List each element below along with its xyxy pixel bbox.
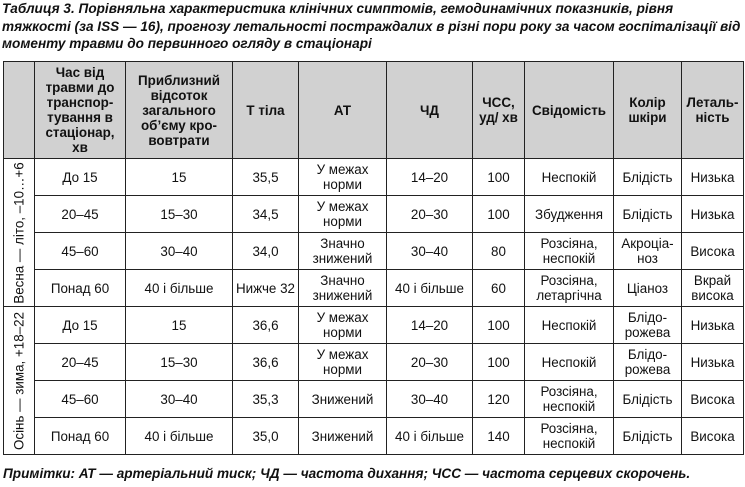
- header-cell: Колір шкіри: [614, 62, 682, 159]
- table-cell: 30–40: [126, 233, 233, 270]
- table-cell: Вкрай висока: [682, 270, 744, 307]
- table-cell: 20–45: [35, 196, 126, 233]
- table-cell: 30–40: [126, 381, 233, 418]
- header-cell: Час від травми до транспортування в стаціонар, хв: [35, 62, 126, 159]
- table-cell: Блідість: [614, 159, 682, 196]
- table-cell: 36,6: [233, 344, 299, 381]
- table-cell: Блідорожева: [614, 344, 682, 381]
- header-cell: Т тіла: [233, 62, 299, 159]
- table-notes: Примітки: АТ — артеріальний тиск; ЧД — частота дихання; ЧСС — частота серцевих скорочень.: [3, 466, 691, 481]
- table-cell: Знижений: [299, 381, 387, 418]
- table-cell: 36,6: [233, 307, 299, 344]
- table-row: [4, 196, 744, 233]
- season-label: Весна — літо, –10…+6: [11, 161, 27, 304]
- table-cell: 40 і більше: [387, 418, 473, 455]
- table-cell: Понад 60: [35, 418, 126, 455]
- table-cell: Збудження: [525, 196, 614, 233]
- table-cell: 35,5: [233, 159, 299, 196]
- table-cell: Низька: [682, 307, 744, 344]
- table-cell: 14–20: [387, 159, 473, 196]
- header-row: [4, 62, 744, 159]
- table-cell: 140: [473, 418, 525, 455]
- table-cell: Неспокій: [525, 307, 614, 344]
- table-cell: Висока: [682, 418, 744, 455]
- table-cell: 35,0: [233, 418, 299, 455]
- table-cell: 40 і більше: [126, 270, 233, 307]
- table-row: [4, 344, 744, 381]
- table-cell: 20–30: [387, 196, 473, 233]
- table-row: [4, 307, 744, 344]
- table-cell: Висока: [682, 381, 744, 418]
- table-cell: 60: [473, 270, 525, 307]
- table-cell: Значно знижений: [299, 233, 387, 270]
- table-cell: Неспокій: [525, 344, 614, 381]
- header-cell: ЧД: [387, 62, 473, 159]
- header-cell: [4, 62, 35, 159]
- table-cell: У межах норми: [299, 196, 387, 233]
- table-cell: 30–40: [387, 381, 473, 418]
- table-cell: Знижений: [299, 418, 387, 455]
- table-cell: Акроціаноз: [614, 233, 682, 270]
- table-cell: Нижче 32: [233, 270, 299, 307]
- table-cell: До 15: [35, 159, 126, 196]
- table-cell: Блідість: [614, 381, 682, 418]
- table-cell: Низька: [682, 196, 744, 233]
- table-row: [4, 159, 744, 196]
- season-cell: [4, 159, 35, 307]
- table-cell: 15: [126, 307, 233, 344]
- table-cell: 100: [473, 307, 525, 344]
- table-cell: 15–30: [126, 196, 233, 233]
- table-cell: 80: [473, 233, 525, 270]
- table-cell: Розсіяна, неспокій: [525, 418, 614, 455]
- table-cell: Блідість: [614, 418, 682, 455]
- clinical-table: [3, 61, 744, 455]
- table-cell: 14–20: [387, 307, 473, 344]
- table-cell: Розсіяна, неспокій: [525, 381, 614, 418]
- table-cell: 30–40: [387, 233, 473, 270]
- table-cell: Значно знижений: [299, 270, 387, 307]
- table-row: [4, 381, 744, 418]
- table-row: [4, 270, 744, 307]
- table-cell: 100: [473, 344, 525, 381]
- table-cell: 15: [126, 159, 233, 196]
- table-caption: Таблиця 3. Порівняльна характеристика клінічних симптомів, гемодинамічних показників, рівня тяжкості (за ISS — 16), прогнозу летальності постраждалих в різні пори року за часом госпіталізації від моменту травми до первинного огляду в стаціонарі: [2, 1, 741, 51]
- table-row: [4, 418, 744, 455]
- table-cell: 120: [473, 381, 525, 418]
- table-cell: 40 і більше: [387, 270, 473, 307]
- table-cell: Низька: [682, 344, 744, 381]
- table-cell: У межах норми: [299, 159, 387, 196]
- table-cell: Висока: [682, 233, 744, 270]
- table-cell: Блідорожева: [614, 307, 682, 344]
- table-cell: 45–60: [35, 233, 126, 270]
- table-cell: 35,3: [233, 381, 299, 418]
- table-row: [4, 233, 744, 270]
- table-cell: 15–30: [126, 344, 233, 381]
- table-cell: Неспокій: [525, 159, 614, 196]
- table-cell: Розсіяна, неспокій: [525, 233, 614, 270]
- season-cell: [4, 307, 35, 455]
- table-cell: Розсіяна, летаргічна: [525, 270, 614, 307]
- table-cell: 20–30: [387, 344, 473, 381]
- table-cell: У межах норми: [299, 344, 387, 381]
- table-cell: Низька: [682, 159, 744, 196]
- header-cell: ЧСС, уд/ хв: [473, 62, 525, 159]
- header-cell: Летальність: [682, 62, 744, 159]
- table-cell: 34,0: [233, 233, 299, 270]
- table-cell: Блідість: [614, 196, 682, 233]
- table-cell: 20–45: [35, 344, 126, 381]
- table-cell: 34,5: [233, 196, 299, 233]
- table-cell: 45–60: [35, 381, 126, 418]
- table-cell: 100: [473, 159, 525, 196]
- header-cell: АТ: [299, 62, 387, 159]
- header-cell: Свідомість: [525, 62, 614, 159]
- table-cell: У межах норми: [299, 307, 387, 344]
- season-label: Осінь — зима, +18–22: [11, 311, 27, 450]
- table-cell: До 15: [35, 307, 126, 344]
- table-cell: Понад 60: [35, 270, 126, 307]
- table-cell: 100: [473, 196, 525, 233]
- header-cell: Приблизний відсоток загального об’єму крововтрати: [126, 62, 233, 159]
- table-cell: Ціаноз: [614, 270, 682, 307]
- table-cell: 40 і більше: [126, 418, 233, 455]
